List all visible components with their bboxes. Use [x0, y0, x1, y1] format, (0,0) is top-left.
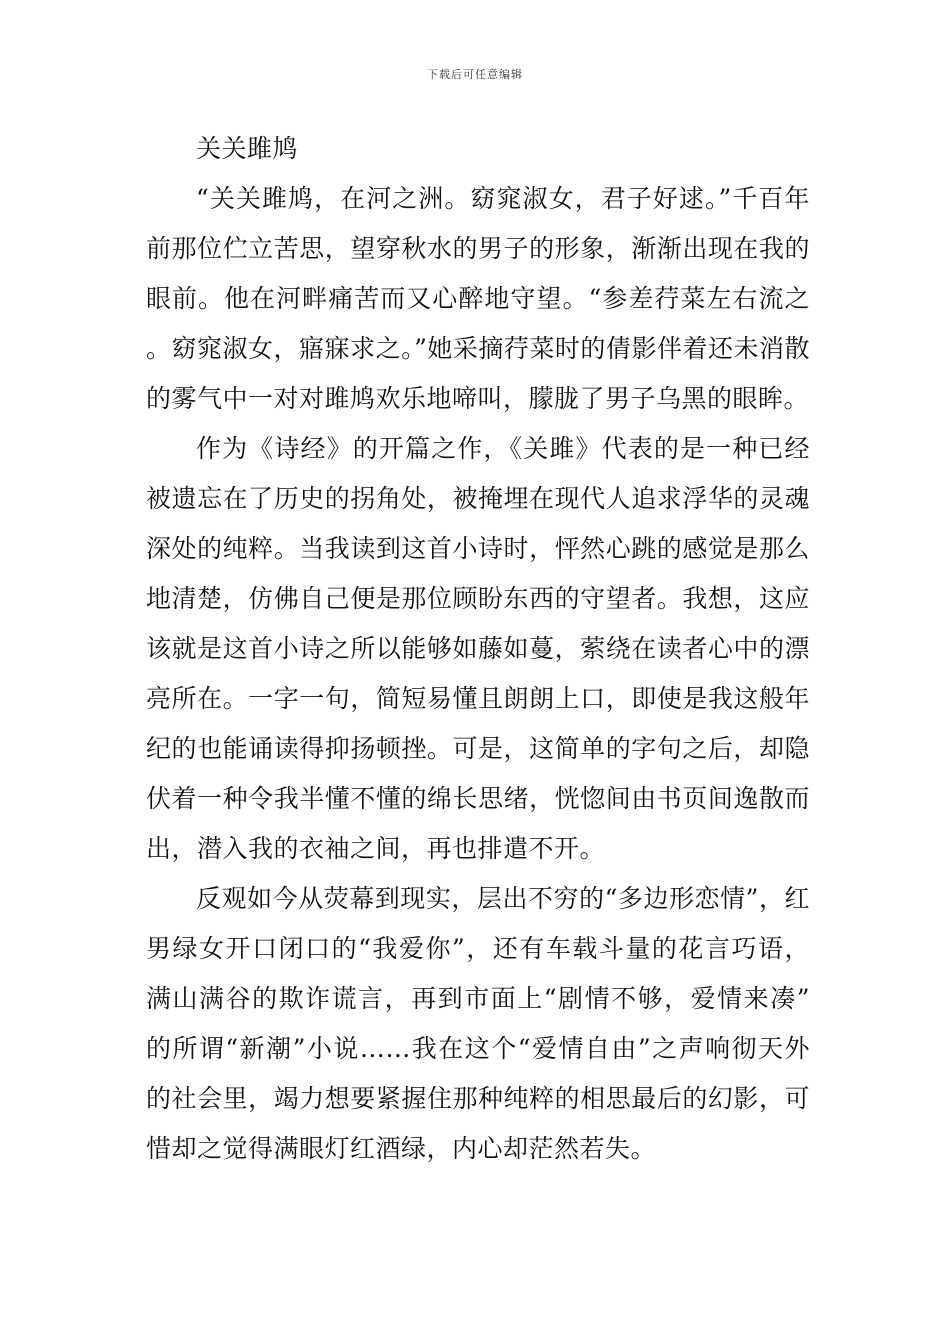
- paragraph-2: 作为《诗经》的开篇之作，《关雎》代表的是一种已经被遗忘在了历史的拐角处，被掩埋在现代人追求浮华的灵魂深处的纯粹。当我读到这首小诗时，怦然心跳的感觉是那么地清楚，仿佛自己便是那位顾盼东西的守望者。我想，这应该就是这首小诗之所以能够如藤如蔓，萦绕在读者心中的漂亮所在。一字一句，简短易懂且朗朗上口，即使是我这般年纪的也能诵读得抑扬顿挫。可是，这简单的字句之后，却隐伏着一种令我半懂不懂的绵长思绪，恍惚间由书页间逸散而出，潜入我的衣袖之间，再也排遣不开。: [146, 434, 810, 863]
- document-title: 关关雎鸠: [196, 134, 299, 163]
- paragraph-3: 反观如今从荧幕到现实，层出不穷的“多边形恋情”，红男绿女开口闭口的“我爱你”，还有车载斗量的花言巧语，满山满谷的欺诈谎言，再到市面上“剧情不够，爱情来凑”的所谓“新潮”小说……我在这个“爱情自由”之声响彻天外的社会里，竭力想要紧握住那种纯粹的相思最后的幻影，可惜却之觉得满眼灯红酒绿，内心却茫然若失。: [146, 884, 810, 1163]
- paragraph-1: “关关雎鸠，在河之洲。窈窕淑女，君子好逑。”千百年前那位伫立苦思，望穿秋水的男子的形象，渐渐出现在我的眼前。他在河畔痛苦而又心醉地守望。“参差荇菜左右流之。窈窕淑女，寤寐求之。”她采摘荇菜时的倩影伴着还未消散的雾气中一对对雎鸠欢乐地啼叫，朦胧了男子乌黑的眼眸。: [146, 184, 810, 413]
- document-body: [146, 124, 810, 1174]
- header-note: 下载后可任意编辑: [427, 68, 523, 81]
